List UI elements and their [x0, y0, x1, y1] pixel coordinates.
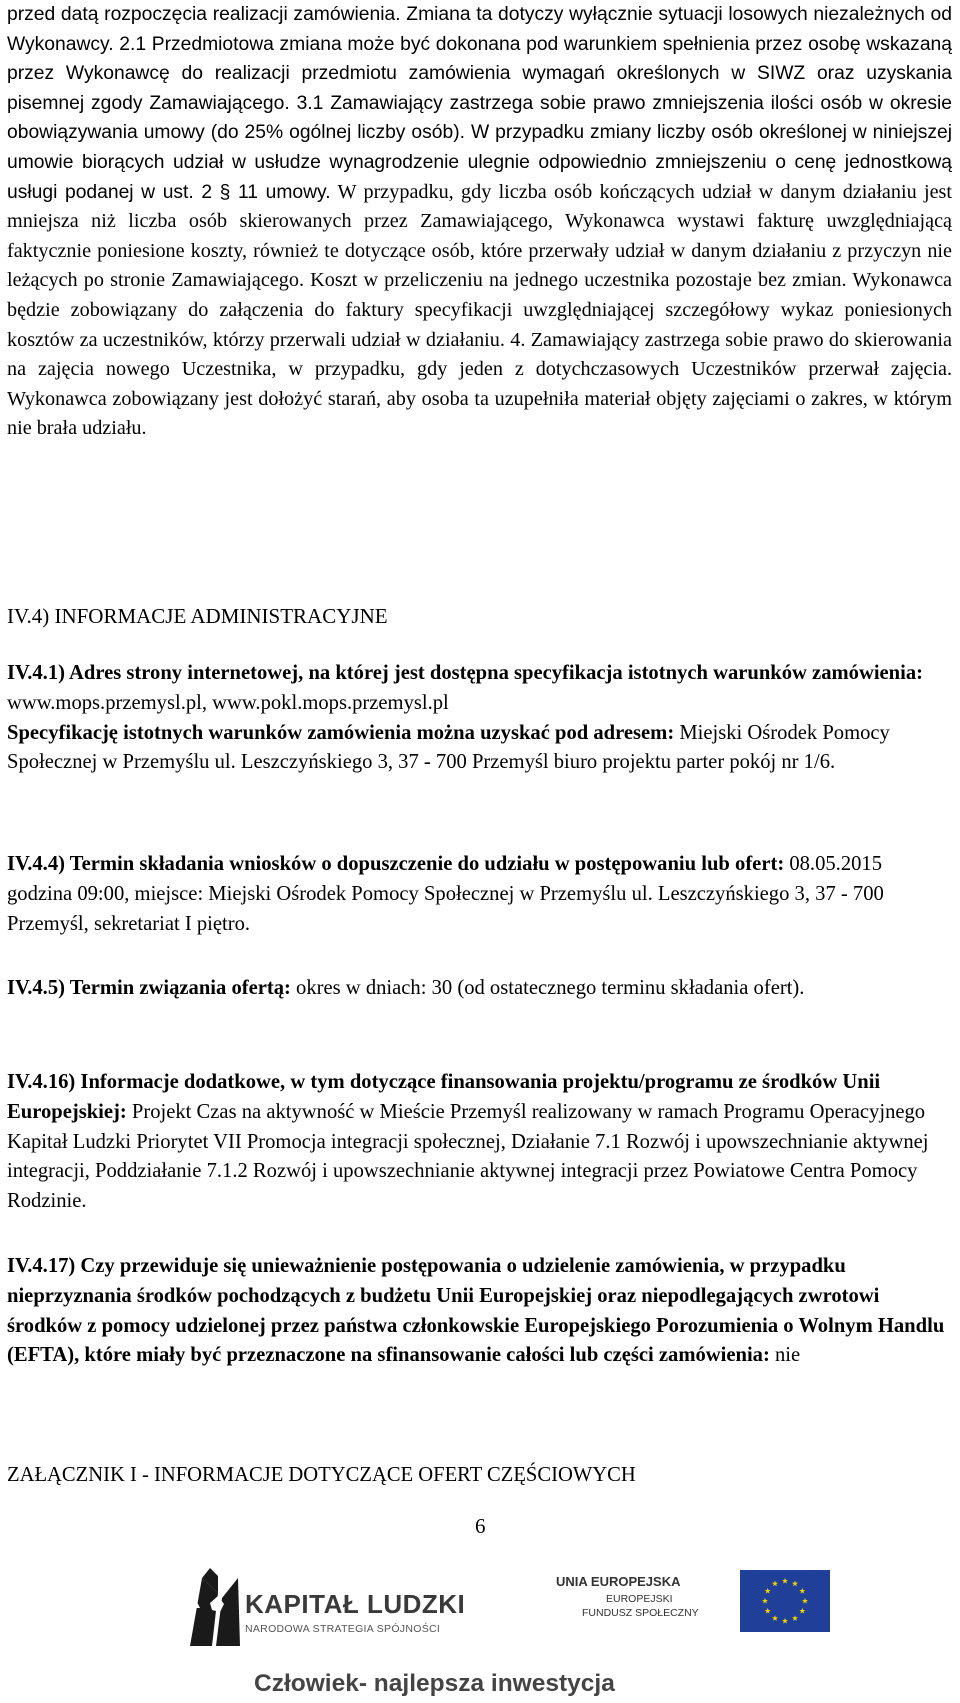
section-iv-4-4-value: 08.05.2015 godzina 09:00, miejsce: Miejski Ośrodek Pomocy Społecznej w Przemyślu ul. Leszczyńskiego 3, 37 - 700 Przemyśl, sekretariat I piętro.: [7, 853, 884, 935]
section-iv-4-1-value2: Miejski Ośrodek Pomocy Społecznej w Przemyślu ul. Leszczyńskiego 3, 37 - 700 Przemyśl biuro projektu parter pokój nr 1/6.: [7, 721, 890, 774]
section-iv-4-5: [7, 974, 952, 1004]
eu-label-line2: EUROPEJSKI: [606, 1593, 673, 1605]
eu-label-line3: FUNDUSZ SPOŁECZNY: [582, 1607, 699, 1619]
section-iv-4-5-label: IV.4.5) Termin związania ofertą:: [7, 977, 291, 999]
section-iv-4-17-label: IV.4.17) Czy przewiduje się unieważnienie postępowania o udzielenie zamówienia, w przypadku nieprzyznania środków pochodzących z budżetu Unii Europejskiej oraz niepodlegających zwrotowi środków z pomocy udzielonej przez państwa członkowskie Europejskiego Porozumienia o Wolnym Handlu (EFTA), które miały być przeznaczone na sfinansowanie całości lub części zamówienia:: [7, 1255, 945, 1367]
attachment-title: ZAŁĄCZNIK I - INFORMACJE DOTYCZĄCE OFERT CZĘŚCIOWYCH: [7, 1464, 636, 1486]
kapital-ludzki-subtitle: NARODOWA STRATEGIA SPÓJNOŚCI: [245, 1623, 441, 1635]
section-iv-4-1-value[interactable]: www.mops.przemysl.pl, www.pokl.mops.przemysl.pl: [7, 691, 449, 714]
section-iv-4-16: [7, 1068, 952, 1217]
section-iv-4-1: [7, 659, 952, 778]
footer-slogan: Człowiek- najlepsza inwestycja: [254, 1670, 615, 1697]
kapital-ludzki-name: KAPITAŁ LUDZKI: [245, 1589, 466, 1619]
section-heading: IV.4) INFORMACJE ADMINISTRACYJNE: [7, 604, 388, 628]
intro-text-serif: W przypadku, gdy liczba osób kończących udział w danym działaniu jest mniejsza niż liczba osób skierowanych przez Zamawiającego, Wykonawca wystawi fakturę uwzględniającą faktycznie poniesione koszty, również te dotyczące osób, które przerwały udział w danym działaniu z przyczyn nie leżących po stronie Zamawiającego. Koszt w przeliczeniu na jednego uczestnika pozostaje bez zmian. Wykonawca będzie zobowiązany do załączenia do faktury specyfikacji uwzględniającej szczegółowy wykaz poniesionych kosztów za uczestników, którzy przerwali udział w działaniu. 4. Zamawiający zastrzega sobie prawo do skierowania na zajęcia nowego Uczestnika, w przypadku, gdy jeden z dotychczasowych Uczestników przerwał zajęcia. Wykonawca zobowiązany jest dołożyć starań, aby osoba ta uzupełniła materiał objęty zajęciami o zakres, w którym nie brała udziału.: [7, 180, 952, 440]
section-iv-4-5-value: okres w dniach: 30 (od ostatecznego terminu składania ofert).: [290, 977, 805, 999]
intro-paragraph: [7, 0, 952, 444]
section-iv-4-1-label: IV.4.1) Adres strony internetowej, na której jest dostępna specyfikacja istotnych warunków zamówienia:: [7, 662, 924, 684]
section-iv-4-4: [7, 850, 952, 939]
eu-label-line1: UNIA EUROPEJSKA: [556, 1574, 681, 1589]
eu-flag-icon: [740, 1570, 830, 1632]
section-iv-4-16-value: Projekt Czas na aktywność w Mieście Przemyśl realizowany w ramach Programu Operacyjnego Kapitał Ludzki Priorytet VII Promocja integracji społecznej, Działanie 7.1 Rozwój i upowszechnianie aktywnej integracji, Poddziałanie 7.1.2 Rozwój i upowszechnianie aktywnej integracji przez Powiatowe Centra Pomocy Rodzinie.: [7, 1100, 929, 1213]
section-iv-4-17: [7, 1252, 952, 1371]
page-number: 6: [475, 1514, 486, 1538]
section-iv-4-17-value: nie: [769, 1344, 801, 1367]
intro-text-sans: przed datą rozpoczęcia realizacji zamówienia. Zmiana ta dotyczy wyłącznie sytuacji losowych niezależnych od Wykonawcy. 2.1 Przedmiotowa zmiana może być dokonana pod warunkiem spełnienia przez osobę wskazaną przez Wykonawcę do realizacji przedmiotu zamówienia wymagań określonych w SIWZ oraz uzyskania pisemnej zgody Zamawiającego. 3.1 Zamawiający zastrzega sobie prawo zmniejszenia ilości osób w okresie obowiązywania umowy (do 25% ogólnej liczby osób). W przypadku zmiany liczby osób określonej w niniejszej umowie biorących udział w usłudze wynagrodzenie ulegnie odpowiednio zmniejszeniu o cenę jednostkową usługi podanej w ust. 2 § 11 umowy.: [7, 4, 952, 203]
section-iv-4-4-label: IV.4.4) Termin składania wniosków o dopuszczenie do udziału w postępowaniu lub ofert:: [7, 853, 785, 875]
section-iv-4-16-label: IV.4.16) Informacje dodatkowe, w tym dotyczące finansowania projektu/programu ze środków Unii Europejskiej:: [7, 1071, 881, 1123]
footer-logos: [0, 1540, 960, 1703]
section-iv-4-1-label2: Specyfikację istotnych warunków zamówienia można uzyskać pod adresem:: [7, 721, 675, 744]
